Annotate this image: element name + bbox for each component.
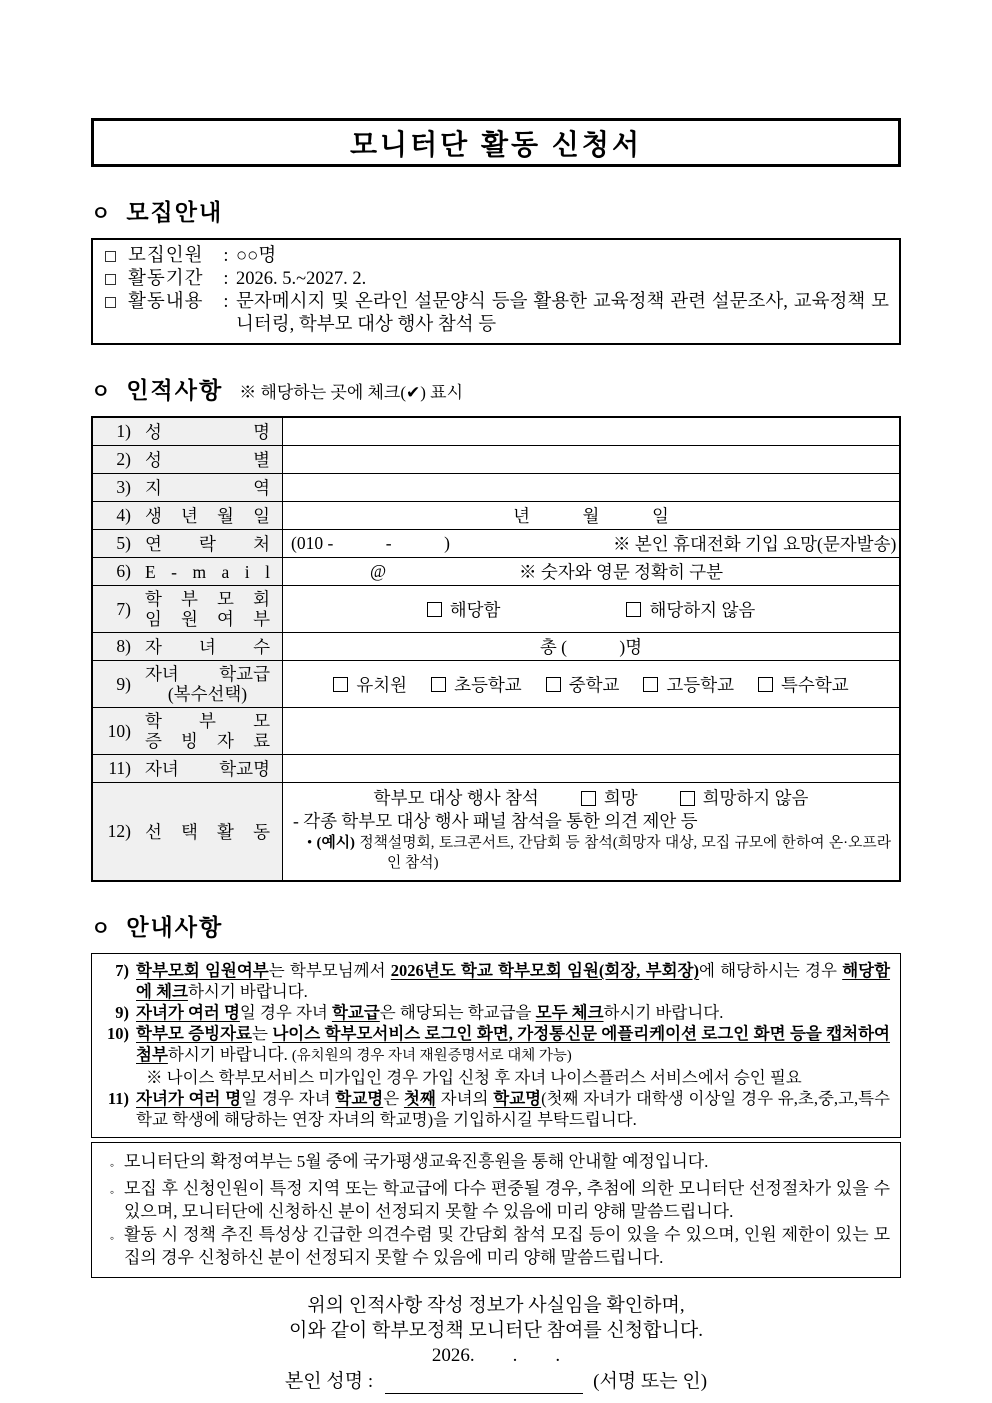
checkbox-school-level-2[interactable] — [546, 677, 561, 692]
example-label: (예시) — [316, 835, 355, 851]
section-bullet-icon: ㅇ — [91, 381, 111, 403]
guide-note — [100, 1088, 890, 1130]
row-value-cell-email — [283, 558, 899, 585]
row-label-line: 선 택 활 동 — [145, 821, 270, 842]
note-segment: (유치원의 경우 자녀 재원증명서로 대체 가능) — [291, 1048, 572, 1064]
table-row-gender — [93, 446, 899, 474]
row-label — [135, 589, 282, 629]
row-number: 10) — [107, 720, 131, 741]
row-label — [135, 478, 282, 498]
row-label-cell — [93, 418, 283, 445]
recruit-item-label: 모집인원 — [128, 246, 204, 266]
row-label-cell — [93, 530, 283, 557]
note-segment: 해당함에 체크 — [136, 961, 891, 1001]
recruit-item-colon: : — [223, 269, 229, 289]
option-label: 희망하지 않음 — [702, 788, 809, 808]
option-label: 해당함 — [449, 599, 501, 620]
square-bullet-icon — [105, 274, 116, 285]
option-school-level-2 — [546, 672, 620, 697]
declaration-line1: 위의 인적사항 작성 정보가 사실임을 확인하며, — [307, 1295, 685, 1316]
row-label — [135, 759, 282, 779]
row-label-cell — [93, 708, 283, 754]
general-note-text: 활동 시 정책 추진 특성상 긴급한 의견수렴 및 간담회 참석 모집 등이 있을 수 있으며, 인원 제한이 있는 모집의 경우 신청하신 분이 선정되지 못할 수 있음에 미리 양해 말씀드립니다. — [124, 1225, 890, 1267]
row-label-line: 성 별 — [145, 449, 270, 470]
row-label-line: 연 락 처 — [145, 533, 270, 554]
row-label — [135, 562, 282, 582]
row-label — [135, 822, 282, 842]
option-optional-1 — [680, 786, 809, 810]
row-label-line: 자녀 학교명 — [145, 758, 270, 779]
example-bullet-icon: • — [307, 835, 317, 851]
example-text: 정책설명회, 토크콘서트, 간담회 등 참석(희망자 대상, 모집 규모에 한하여 온·오프라인 참석) — [354, 835, 891, 871]
square-bullet-icon — [105, 297, 116, 308]
checkbox-optional-1[interactable] — [680, 791, 695, 806]
recruit-item — [101, 245, 889, 268]
row-number: 2) — [116, 449, 131, 469]
recruit-item-value: 2026. 5.~2027. 2. — [236, 269, 367, 289]
table-row-email — [93, 558, 899, 586]
row-label — [135, 664, 282, 704]
note-segment: 하시기 바랍니다. — [187, 982, 308, 1001]
note-segment: 자녀가 여러 명 — [136, 1089, 242, 1108]
general-note — [100, 1223, 890, 1269]
row-label-cell — [93, 558, 283, 585]
row-number: 7) — [116, 598, 131, 619]
note-text — [136, 1023, 890, 1067]
table-row-school-name — [93, 755, 899, 783]
form-title-box — [91, 118, 901, 167]
row-label — [135, 450, 282, 470]
declaration-line2: 이와 같이 학부모정책 모니터단 참여를 신청합니다. — [289, 1320, 703, 1341]
checkbox-school-level-1[interactable] — [431, 677, 446, 692]
table-row-children-count — [93, 633, 899, 661]
row-value-cell-gender[interactable] — [283, 446, 899, 473]
checkbox-school-level-3[interactable] — [643, 677, 658, 692]
field-note-contact: ※ 본인 휴대전화 기입 요망(문자발송) — [613, 534, 897, 554]
recruit-item-label: 활동기간 — [128, 269, 204, 289]
option-school-level-1 — [431, 672, 522, 697]
note-segment: 는 학부모님께서 — [268, 961, 391, 980]
circle-bullet-icon: ◦ — [109, 1158, 115, 1172]
circle-bullet-icon: ◦ — [109, 1185, 115, 1199]
row-number: 6) — [116, 561, 131, 581]
fill-field-contact[interactable]: (010 - - ) — [291, 533, 450, 553]
option-label: 특수학교 — [781, 674, 849, 695]
square-bullet-icon — [105, 251, 116, 262]
row-value-cell-region[interactable] — [283, 474, 899, 501]
select-activity-example — [291, 833, 891, 873]
row-number: 12) — [107, 821, 131, 841]
checkbox-officer-0[interactable] — [427, 602, 442, 617]
note-number: 7) — [115, 961, 129, 980]
row-label — [135, 534, 282, 554]
row-value-cell-officer — [283, 586, 899, 632]
note-segment: (첫째 자녀가 대학생 이상일 경우 유,초,중,고,특수학교 학생에 해당하는 연장 자녀의 학교명)을 기입하시길 부탁드립니다. — [136, 1089, 890, 1129]
guide-note — [100, 1023, 890, 1067]
row-value-cell-contact — [283, 530, 899, 557]
circle-bullet-icon: ◦ — [109, 1231, 115, 1245]
recruit-item — [101, 268, 889, 291]
row-label-line: 임 원 여 부 — [145, 609, 270, 629]
note-segment: 하시기 바랍니다. — [167, 1045, 292, 1064]
note-segment: 나이스 학부모서비스 로그인 화면, 가정통신문 에플리케이션 로그인 화면 등을 캡처하여 첨부 — [136, 1024, 890, 1064]
row-label — [135, 422, 282, 442]
row-label-cell — [93, 755, 283, 782]
row-number: 11) — [108, 758, 131, 778]
section-heading-guide — [91, 909, 901, 942]
option-school-level-3 — [643, 672, 734, 697]
section-heading-personal — [91, 372, 901, 405]
check-instruction-note: ※ 해당하는 곳에 체크(✔) 표시 — [239, 383, 463, 402]
option-school-level-0 — [333, 672, 407, 697]
row-number: 3) — [116, 477, 131, 497]
section-bullet-icon: ㅇ — [91, 918, 111, 940]
note-segment: 첫째 — [403, 1089, 436, 1108]
checkbox-school-level-4[interactable] — [758, 677, 773, 692]
note-segment: 자녀의 — [435, 1089, 494, 1108]
note-segment: 에 해당하시는 경우 — [698, 961, 843, 980]
row-label-line: 자 녀 수 — [145, 636, 270, 657]
row-value-cell-optional — [283, 783, 899, 880]
form-title: 모니터단 활동 신청서 — [350, 128, 642, 160]
recruit-item-label: 활동내용 — [128, 292, 204, 312]
section-bullet-icon: ㅇ — [91, 203, 111, 225]
row-value-cell-name[interactable] — [283, 418, 899, 445]
section-title-recruit: 모집안내 — [126, 200, 224, 225]
value-text-birth: 년 월 일 — [513, 506, 669, 526]
note-number: 9) — [115, 1003, 129, 1022]
table-row-name — [93, 418, 899, 446]
section-title-personal: 인적사항 — [126, 378, 224, 403]
note-text — [136, 1002, 890, 1023]
row-label-line: 지 역 — [145, 477, 270, 498]
select-activity-line1 — [291, 786, 891, 810]
checkbox-officer-1[interactable] — [626, 602, 641, 617]
row-label-cell — [93, 633, 283, 660]
table-row-optional — [93, 783, 899, 880]
row-label-cell — [93, 446, 283, 473]
guide-note — [100, 960, 890, 1002]
recruit-item-colon: : — [223, 292, 229, 312]
option-label: 유치원 — [356, 674, 408, 695]
option-officer-0 — [427, 597, 501, 622]
section-heading-recruit — [91, 194, 901, 227]
general-note-text: 모니터단의 확정여부는 5월 중에 국가평생교육진흥원을 통해 안내할 예정입니다. — [124, 1152, 709, 1171]
note-segment: 는 — [252, 1024, 273, 1043]
note-number: 11) — [107, 1089, 129, 1108]
select-activity-title: 학부모 대상 행사 참석 — [373, 788, 539, 808]
fill-field-email[interactable]: @ — [369, 561, 387, 581]
note-segment: 2026년도 학교 학부모회 임원(회장, 부회장) — [390, 961, 699, 980]
general-note-text: 모집 후 신청인원이 특정 지역 또는 학교급에 다수 편중될 경우, 추첨에 의한 모니터단 선정절차가 있을 수 있으며, 모니터단에 신청하신 분이 선정되지 못할 수 있음에 미리 양해 말씀드립니다. — [124, 1179, 890, 1221]
note-segment: 학부모회 임원여부 — [136, 961, 269, 980]
row-label-line: 성 명 — [145, 421, 270, 442]
row-label-cell — [93, 783, 283, 880]
row-label — [135, 637, 282, 657]
row-label-line: (복수선택) — [167, 684, 248, 704]
note-segment: 은 — [383, 1089, 404, 1108]
checkbox-optional-0[interactable] — [581, 791, 596, 806]
note-segment: 학교명 — [493, 1089, 542, 1108]
row-number: 8) — [116, 636, 131, 656]
note-number: 10) — [107, 1024, 129, 1043]
row-label-line: 생 년 월 일 — [145, 505, 270, 526]
note-segment: 학부모 증빙자료 — [136, 1024, 252, 1043]
note-text — [136, 1088, 890, 1130]
row-label — [135, 506, 282, 526]
value-text-children-count: 총 ( )명 — [539, 637, 643, 657]
note-segment: 학교명 — [335, 1089, 384, 1108]
recruit-item-value: 문자메시지 및 온라인 설문양식 등을 활용한 교육정책 관련 설문조사, 교육정책 모니터링, 학부모 대상 행사 참석 등 — [236, 292, 889, 335]
section-title-guide: 안내사항 — [126, 915, 224, 940]
guide-notes-box — [91, 953, 901, 1138]
personal-info-table — [91, 416, 901, 882]
row-label-cell — [93, 502, 283, 529]
row-value-cell-children-count — [283, 633, 899, 660]
recruit-info-box — [91, 238, 901, 345]
row-label-cell — [93, 586, 283, 632]
table-row-officer — [93, 586, 899, 633]
row-number: 1) — [116, 421, 131, 441]
row-label-line: 자녀 학교급 — [145, 664, 270, 684]
note-text — [136, 960, 890, 1002]
row-label-line: 증 빙 자 료 — [145, 731, 270, 751]
row-value-cell-school-level — [283, 661, 899, 707]
declaration-footer — [91, 1293, 901, 1394]
general-notes-box — [91, 1142, 901, 1278]
note-segment: 은 해당되는 학교급을 — [379, 1003, 536, 1022]
option-school-level-4 — [758, 672, 849, 697]
row-number: 4) — [116, 505, 131, 525]
signature-blank-field[interactable] — [385, 1374, 583, 1394]
row-value-cell-school-name[interactable] — [283, 755, 899, 782]
note-segment: 일 경우 자녀 — [239, 1003, 332, 1022]
row-label — [135, 711, 282, 751]
row-number: 5) — [116, 533, 131, 553]
option-label: 희망 — [603, 788, 638, 808]
option-label: 중학교 — [568, 674, 620, 695]
note-segment: 하시기 바랍니다. — [603, 1003, 724, 1022]
option-label: 해당하지 않음 — [649, 599, 756, 620]
recruit-item — [101, 291, 889, 337]
option-label: 고등학교 — [666, 674, 735, 695]
recruit-item-value: ○○명 — [236, 246, 277, 266]
option-officer-1 — [626, 597, 755, 622]
row-label-cell — [93, 474, 283, 501]
row-label-line: 학 부 모 회 — [145, 589, 270, 609]
table-row-proof — [93, 708, 899, 755]
option-optional-0 — [581, 786, 638, 810]
field-note-email: ※ 숫자와 영문 정확히 구분 — [519, 562, 724, 582]
signature-suffix: (서명 또는 인) — [593, 1371, 708, 1392]
note-subnote: ※ 나이스 학부모서비스 미가입인 경우 가입 신청 후 자녀 나이스플러스 서비스에서 승인 필요 — [146, 1068, 802, 1087]
table-row-school-level — [93, 661, 899, 708]
general-note — [100, 1177, 890, 1223]
option-label: 초등학교 — [454, 674, 522, 695]
select-activity-desc: - 각종 학부모 대상 행사 패널 참석을 통한 의견 제안 등 — [293, 811, 698, 831]
date-line: 2026. . . — [431, 1345, 561, 1366]
guide-note — [100, 1002, 890, 1023]
table-row-birth — [93, 502, 899, 530]
row-label-line: E - m a i l — [145, 561, 270, 582]
row-number: 9) — [116, 673, 131, 694]
signature-line — [91, 1369, 901, 1394]
table-row-contact — [93, 530, 899, 558]
row-label-line: 학 부 모 — [145, 711, 270, 731]
row-value-cell-birth — [283, 502, 899, 529]
signature-label: 본인 성명 : — [284, 1371, 374, 1392]
general-note — [100, 1150, 890, 1177]
recruit-item-colon: : — [223, 246, 229, 266]
table-row-region — [93, 474, 899, 502]
row-label-cell — [93, 661, 283, 707]
checkbox-school-level-0[interactable] — [333, 677, 348, 692]
note-segment: 모두 체크 — [535, 1003, 604, 1022]
note-segment: 학교급 — [331, 1003, 380, 1022]
note-segment: 일 경우 자녀 — [241, 1089, 336, 1108]
note-segment: 자녀가 여러 명 — [136, 1003, 240, 1022]
row-value-cell-proof[interactable] — [283, 708, 899, 754]
